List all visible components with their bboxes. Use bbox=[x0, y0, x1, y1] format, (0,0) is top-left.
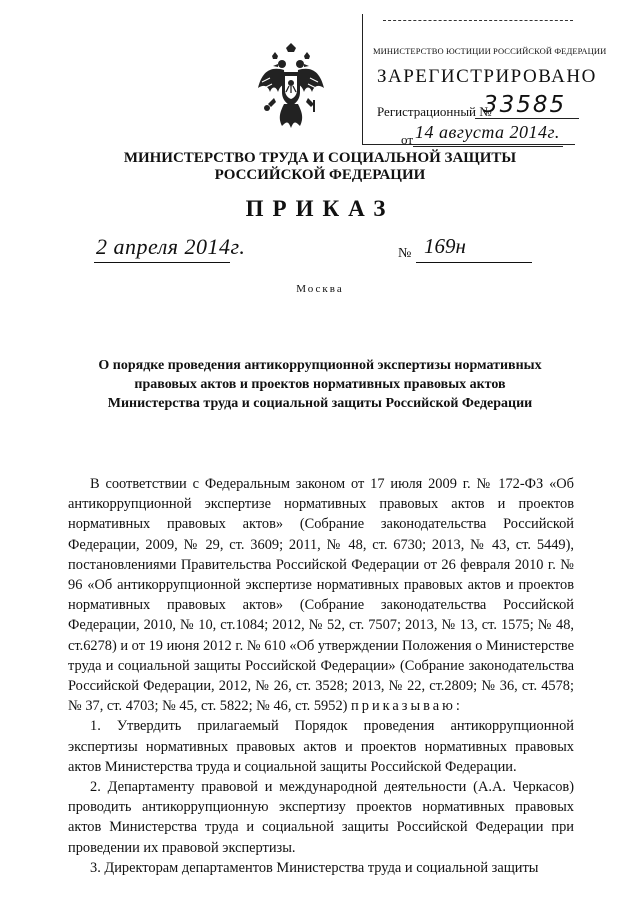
number-underline bbox=[416, 262, 532, 263]
ministry-name-line1: МИНИСТЕРСТВО ТРУДА И СОЦИАЛЬНОЙ ЗАЩИТЫ bbox=[123, 150, 517, 166]
russian-coat-of-arms-icon bbox=[256, 42, 326, 132]
date-underline bbox=[94, 262, 230, 263]
stamp-date-prefix: от bbox=[401, 132, 414, 147]
title-line2: правовых актов и проектов нормативных правовых актов bbox=[134, 377, 506, 392]
order-item-1: 1. Утвердить прилагаемый Порядок проведения антикоррупционной экспертизы нормативных правовых актов и проектов нормативных правовых актов Министерства труда и социальной защиты Российской Федерации. bbox=[68, 718, 574, 775]
stamp-date-value: 14 августа 2014г. bbox=[415, 122, 560, 142]
ministry-name-line2: РОССИЙСКОЙ ФЕДЕРАЦИИ bbox=[214, 167, 426, 183]
ministry-name bbox=[80, 150, 560, 184]
title-line1: О порядке проведения антикоррупционной экспертизы нормативных bbox=[98, 358, 542, 373]
title-line3: Министерства труда и социальной защиты Российской Федерации bbox=[107, 396, 533, 411]
order-item-3: 3. Директорам департаментов Министерства труда и социальной защиты bbox=[90, 859, 539, 876]
stamp-registered-label: ЗАРЕГИСТРИРОВАНО bbox=[377, 66, 597, 87]
document-type: ПРИКАЗ bbox=[245, 196, 395, 221]
stamp-reg-number-value: 33585 bbox=[483, 92, 567, 118]
city: Москва bbox=[296, 283, 344, 295]
stamp-reg-number-label: Регистрационный № bbox=[377, 104, 492, 119]
preamble-paragraph bbox=[68, 474, 574, 716]
document-body bbox=[68, 474, 574, 878]
stamp-ministry-name: МИНИСТЕРСТВО ЮСТИЦИИ РОССИЙСКОЙ ФЕДЕРАЦИИ bbox=[373, 46, 607, 56]
number-sign: № bbox=[398, 246, 412, 261]
registration-stamp bbox=[362, 14, 607, 147]
stamp-top-border bbox=[383, 20, 573, 21]
handwritten-number: 169н bbox=[424, 234, 466, 258]
handwritten-date: 2 апреля 2014г. bbox=[96, 234, 246, 259]
preamble-text: В соответствии с Федеральным законом от 17 июля 2009 г. № 172-ФЗ «Об антикоррупционной экспертизе нормативных правовых актов и проектов нормативных правовых актов» (Собрание законодательства Российской Федерации, 2009, № 29, ст. 3609; 2011, № 48, ст. 6730; 2013, № 43, ст. 5449), постановлениями Правительства Российской Федерации от 26 февраля 2010 г. № 96 «Об антикоррупционной экспертизе нормативных правовых актов и проектов нормативных правовых актов» (Собрание законодательства Российской Федерации, 2010, № 10, ст.1084; 2012, № 52, ст. 7507; 2013, № 13, ст. 1575; № 48, ст.6278) и от 19 июня 2012 г. № 610 «Об утверждении Положения о Министерстве труда и социальной защиты Российской Федерации» (Собрание законодательства Российской Федерации, 2012, № 26, ст. 3528; 2013, № 22, ст.2809; № 36, ст. 4578; № 37, ст. 4703; № 45, ст. 5822; № 46, ст. 5952) bbox=[68, 476, 574, 715]
document-title bbox=[68, 356, 572, 413]
stamp-date-underline bbox=[413, 146, 563, 147]
order-item-2: 2. Департаменту правовой и международной деятельности (А.А. Черкасов) проводить антикоррупционную экспертизу проектов нормативных правовых актов Министерства труда и социальной защиты Российской Федерации при проведении их правовой экспертизы. bbox=[68, 779, 574, 856]
order-word: приказываю: bbox=[351, 698, 463, 715]
stamp-number-underline bbox=[475, 118, 579, 119]
